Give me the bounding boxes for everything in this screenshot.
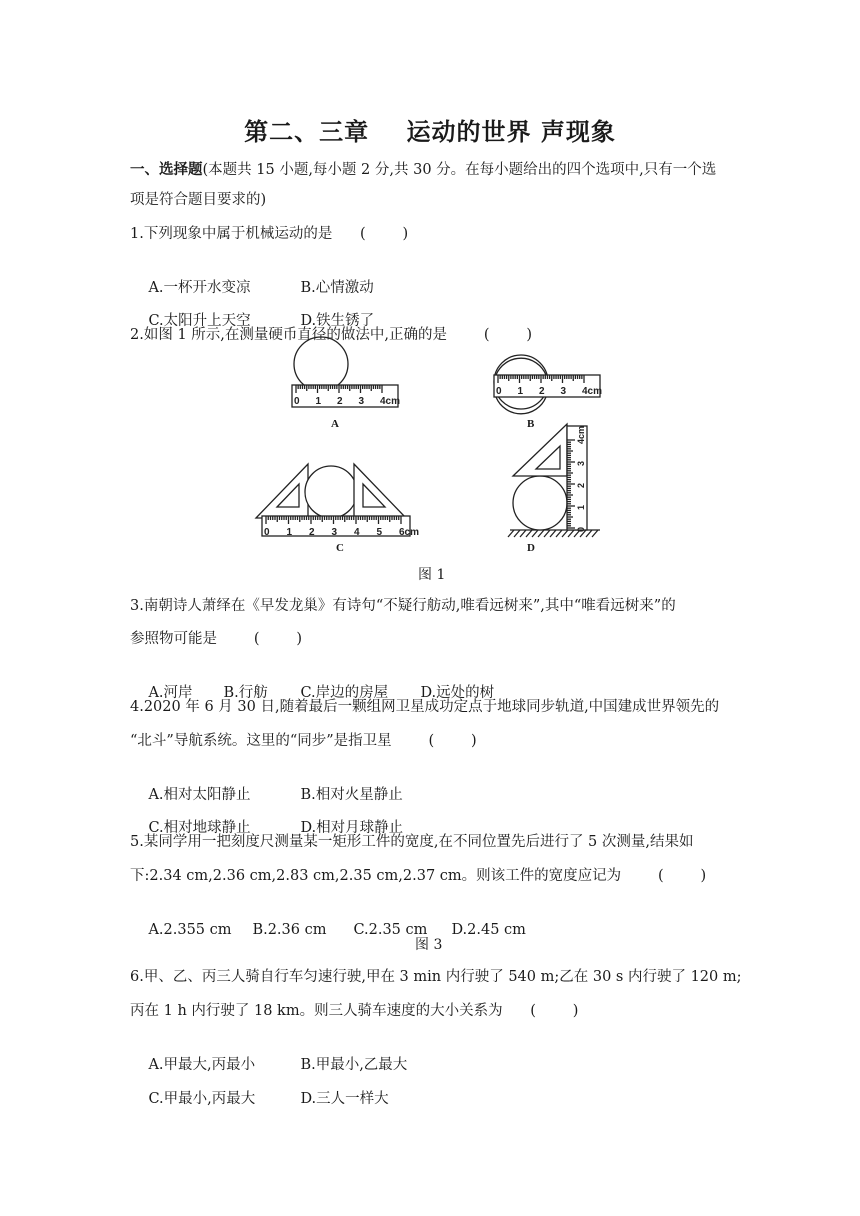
q4-line2: “北斗”导航系统。这里的“同步”是指卫星 ( ) [130, 733, 477, 749]
q3-option-a: A.河岸 [148, 685, 193, 701]
q4-option-a: A.相对太阳静止 [148, 787, 251, 803]
ruler-d-tick-label: 0 [576, 526, 586, 532]
q1-stem: 1.下列现象中属于机械运动的是 ( ) [130, 226, 409, 242]
figure-1c-label: C [336, 542, 344, 554]
ground-hatch [526, 530, 532, 537]
q6-line1: 6.甲、乙、丙三人骑自行车匀速行驶,甲在 3 min 内行驶了 540 m;乙在 30 s 内行驶了 120 m; [130, 969, 742, 985]
figure-1-caption: 图 1 [418, 567, 446, 583]
q3-line1: 3.南朝诗人萧绎在《早发龙巢》有诗句“不疑行舫动,唯看远树来”,其中“唯看远树来”的 [130, 598, 676, 614]
ruler-c-tick-label: 2 [309, 527, 315, 538]
q5-option-b: B.2.36 cm [252, 922, 327, 938]
q4-option-b: B.相对火星静止 [300, 787, 403, 803]
figure-1c-triangles-and-ruler [256, 464, 419, 538]
ground-hatch [520, 530, 526, 537]
ruler-b-tick-label: 2 [539, 386, 545, 397]
q6-option-a: A.甲最大,丙最小 [148, 1057, 256, 1073]
q5-option-a: A.2.355 cm [148, 922, 232, 938]
ruler-c-tick-label: 6cm [399, 527, 420, 538]
ruler-c-tick-label: 5 [376, 527, 383, 538]
q6-line2: 丙在 1 h 内行驶了 18 km。则三人骑车速度的大小关系为 ( ) [130, 1003, 579, 1019]
ruler-a-tick-label: 4cm [380, 396, 401, 407]
ground-hatch [586, 530, 592, 537]
ruler-d-tick-label: 2 [576, 482, 586, 488]
section-desc-line1: (本题共 15 小题,每小题 2 分,共 30 分。在每小题给出的四个选项中,只有一个选 [202, 162, 717, 178]
q5-option-d: D.2.45 cm [451, 922, 526, 938]
figure-1a-coin-on-ruler [292, 337, 400, 407]
q4-option-d: D.相对月球静止 [300, 820, 404, 836]
q4-option-c: C.相对地球静止 [148, 820, 251, 836]
ground-hatch [556, 530, 562, 537]
q5-option-c: C.2.35 cm [353, 922, 428, 938]
ground-hatch [562, 530, 568, 537]
q1-option-c: C.太阳升上天空 [148, 313, 251, 329]
q1-option-a: A.一杯开水变凉 [148, 280, 251, 296]
figure-1b-coin-behind-ruler [494, 355, 602, 414]
q5-line1: 5.某同学用一把刻度尺测量某一矩形工件的宽度,在不同位置先后进行了 5 次测量,结果如 [130, 834, 694, 850]
page-title: 第二、三章 运动的世界 声现象 [244, 118, 616, 146]
ruler-a-tick-label: 0 [294, 396, 300, 407]
ground-hatch [538, 530, 544, 537]
q5-line2: 下:2.34 cm,2.36 cm,2.83 cm,2.35 cm,2.37 cm。则该工件的宽度应记为 ( ) [130, 868, 707, 884]
ruler-c-tick-label: 3 [331, 527, 338, 538]
ruler-b-tick-label: 4cm [582, 386, 603, 397]
q3-line2: 参照物可能是 ( ) [130, 631, 303, 647]
q3-option-b: B.行舫 [223, 685, 268, 701]
figure-1b-label: B [527, 418, 535, 430]
ruler-d-tick-label: 1 [576, 504, 586, 510]
section-heading: 一、选择题 [130, 162, 203, 178]
figure-1d-label: D [527, 542, 535, 554]
ruler-b-tick-label: 0 [496, 386, 502, 397]
q6-option-b: B.甲最小,乙最大 [300, 1057, 408, 1073]
q1-option-b: B.心情激动 [300, 280, 374, 296]
figure-1d-vertical-ruler [508, 424, 600, 537]
ruler-a-tick-label: 2 [337, 396, 343, 407]
ruler-d-tick-label: 3 [576, 460, 586, 466]
ruler-c-tick-label: 0 [264, 527, 270, 538]
ruler-a-tick-label: 3 [358, 396, 365, 407]
q3-option-d: D.远处的树 [420, 685, 495, 701]
q3-option-c: C.岸边的房屋 [300, 685, 389, 701]
ground-hatch [592, 530, 598, 537]
ruler-c-tick-label: 1 [286, 527, 293, 538]
figure-1a-label: A [331, 418, 339, 430]
figure-3-caption: 图 3 [415, 937, 443, 953]
q4-line1: 4.2020 年 6 月 30 日,随着最后一颗组网卫星成功定点于地球同步轨道,中国建成世界领先的 [130, 699, 720, 715]
q2-stem: 2.如图 1 所示,在测量硬币直径的做法中,正确的是 ( ) [130, 327, 533, 343]
ruler-d-tick-label: 4cm [576, 425, 586, 444]
ground-hatch [544, 530, 550, 537]
q1-option-d: D.铁生锈了 [300, 313, 375, 329]
q6-options-row2 [130, 1069, 389, 1129]
ground-hatch [568, 530, 574, 537]
ruler-c-tick-label: 4 [354, 527, 360, 538]
q5-options [130, 900, 526, 960]
ground-hatch [508, 530, 514, 537]
ground-hatch [550, 530, 556, 537]
ruler-a-tick-label: 1 [315, 396, 322, 407]
ruler-b-tick-label: 1 [517, 386, 524, 397]
ground-hatch [532, 530, 538, 537]
q6-option-c: C.甲最小,丙最大 [148, 1091, 256, 1107]
ground-hatch [514, 530, 520, 537]
ruler-b-tick-label: 3 [560, 386, 567, 397]
section-desc-line2: 项是符合题目要求的) [130, 192, 267, 208]
q6-option-d: D.三人一样大 [300, 1091, 389, 1107]
